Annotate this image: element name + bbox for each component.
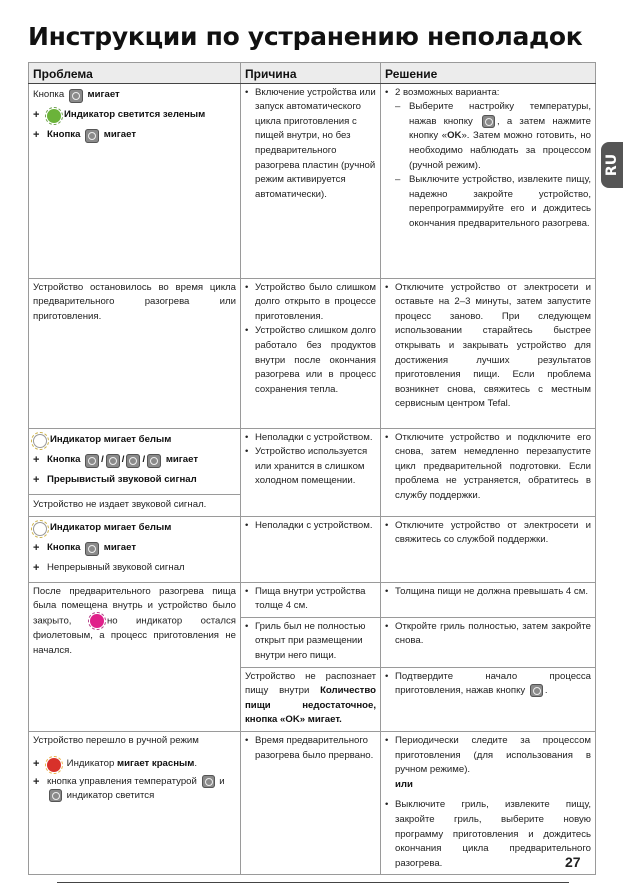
cause-cell: • Включение устройства или запуск автоматического цикла приготовления с пищей внутри, но без предварительного разогрева пластин (ручной режим активируется автоматически).	[241, 83, 381, 278]
problem-cell: После предварительного разогрева пища была помещена внутрь и устройство было закрыто, но индикатор остался фиолетовым, а процесс приготовления не начался.	[29, 582, 241, 731]
language-tab: RU	[601, 142, 623, 188]
solution-option: – Выключите устройство, извлеките пищу, надежно закройте устройство, перепрограммируйте его и дождитесь окончания предварительного разогрева.	[385, 173, 591, 231]
table-row	[29, 582, 596, 617]
problem-cell	[29, 731, 241, 874]
solution-cell	[381, 667, 596, 731]
program-button-icon	[106, 454, 120, 468]
problem-cell	[29, 516, 241, 582]
program-button-icon	[85, 542, 99, 556]
table-row	[29, 516, 596, 582]
table-row	[29, 428, 596, 516]
problem-line: + Прерывистый звуковой сигнал	[33, 474, 197, 487]
cause-cell: • Неполадки с устройством. • Устройство используется или хранится в слишком холодном помещении.	[241, 428, 381, 516]
white-indicator-icon	[33, 434, 47, 448]
problem-line: + Кнопка мигает	[33, 129, 137, 142]
solution-cell: • Отключите устройство от электросети и оставьте на 2–3 минуты, затем запустите процесс заново. При следующем использовании старайтесь быстрее открывать и закрывать устройство для достижения лучших результатов приготовления пищи. Если проблема возникнет снова, свяжитесь с местным сервисным центром Tefal.	[381, 278, 596, 428]
problem-line: Кнопка мигает	[33, 86, 236, 106]
green-indicator-icon	[47, 109, 61, 123]
problem-line: + Непрерывный звуковой сигнал	[33, 562, 185, 575]
solution-cell: • Откройте гриль полностью, затем закройте снова.	[381, 617, 596, 667]
page-number: 27	[565, 854, 581, 870]
problem-cell: Устройство остановилось во время цикла предварительного разогрева или приготовления.	[29, 278, 241, 428]
header-solution: Решение	[381, 63, 596, 84]
header-problem: Проблема	[29, 63, 241, 84]
ok-button-icon	[49, 789, 62, 802]
cause-cell: • Устройство было слишком долго открыто в процессе приготовления. • Устройство слишком долго работало без продуктов внутри после окончания разогрева или в процесс сохранения тепла.	[241, 278, 381, 428]
solution-option: – Выберите настройку температуры, нажав кнопку , а затем нажмите кнопку «OK». Затем можно готовить, но необходимо наблюдать за процессом (ручной режим).	[385, 100, 591, 173]
header-cause: Причина	[241, 63, 381, 84]
problem-cell	[29, 83, 241, 278]
problem-line: Устройство перешло в ручной режим	[33, 734, 199, 746]
problem-line: + кнопка управления температурой и индикатор светится	[33, 775, 225, 802]
or-label: или	[395, 778, 413, 790]
problem-line: + Кнопка / / / мигает	[33, 454, 199, 467]
cause-cell: • Время предварительного разогрева было прервано.	[241, 731, 381, 874]
cause-cell: • Гриль был не полностью открыт при размещении внутри него пищи.	[241, 617, 381, 667]
solution-cell: • Периодически следите за процессом приготовления (для использования в ручном режиме). или • Выключите гриль, извлеките пищу, закройте гриль, выберите новую программу приготовления и дождитесь окончания цикла предварительного разогрева.	[381, 731, 596, 874]
ok-button-icon	[530, 684, 543, 697]
table-row	[29, 278, 596, 428]
footer-rule	[57, 882, 569, 883]
cause-cell: Устройство не распознает пищу внутри Количество пищи недостаточное, кнопка «OK» мигает.	[241, 667, 381, 731]
solution-cell: • Толщина пищи не должна превышать 4 см.	[381, 582, 596, 617]
problem-line: + Индикатор светится зеленым	[33, 109, 206, 122]
solution-cell: • Отключите устройство от электросети и свяжитесь со службой поддержки.	[381, 516, 596, 582]
purple-indicator-icon	[90, 614, 104, 628]
problem-line: Устройство не издает звуковой сигнал.	[29, 494, 240, 513]
temperature-button-icon	[482, 115, 495, 128]
solution-cell: • Отключите устройство и подключите его снова, затем немедленно перезапустите цикл предварительной подготовки. Если проблема не устраняется, обратитесь в службу поддержки.	[381, 428, 596, 516]
troubleshooting-table	[28, 62, 596, 875]
cause-cell: • Неполадки с устройством.	[241, 516, 381, 582]
program-button-icon	[147, 454, 161, 468]
solution-cell: • 2 возможных варианта: – Выберите настройку температуры, нажав кнопку , а затем нажмите кнопку «OK». Затем можно готовить, но необходимо наблюдать за процессом (ручной режим). – Выключите устройство, извлеките пищу, надежно закройте устройство, перепрограммируйте его и дождитесь окончания предварительного разогрева.	[381, 83, 596, 278]
problem-line: + Индикатор мигает красным .	[33, 758, 197, 771]
problem-line: Индикатор мигает белым	[33, 519, 236, 539]
temperature-button-icon	[202, 775, 215, 788]
page-title: Инструкции по устранению неполадок	[28, 22, 583, 51]
problem-cell	[29, 428, 241, 516]
header-row	[29, 63, 596, 84]
problem-line: Индикатор мигает белым	[33, 431, 236, 451]
problem-line: + Кнопка мигает	[33, 542, 137, 555]
table-row	[29, 83, 596, 278]
program-button-icon	[126, 454, 140, 468]
red-indicator-icon	[47, 758, 61, 772]
cause-cell: • Пища внутри устройства толще 4 см.	[241, 582, 381, 617]
white-indicator-icon	[33, 522, 47, 536]
table-row	[29, 731, 596, 874]
temperature-button-icon	[69, 89, 83, 103]
ok-button-icon	[85, 129, 99, 143]
solution-text: • Подтвердите начало процесса приготовления, нажав кнопку .	[385, 670, 591, 699]
program-button-icon	[85, 454, 99, 468]
